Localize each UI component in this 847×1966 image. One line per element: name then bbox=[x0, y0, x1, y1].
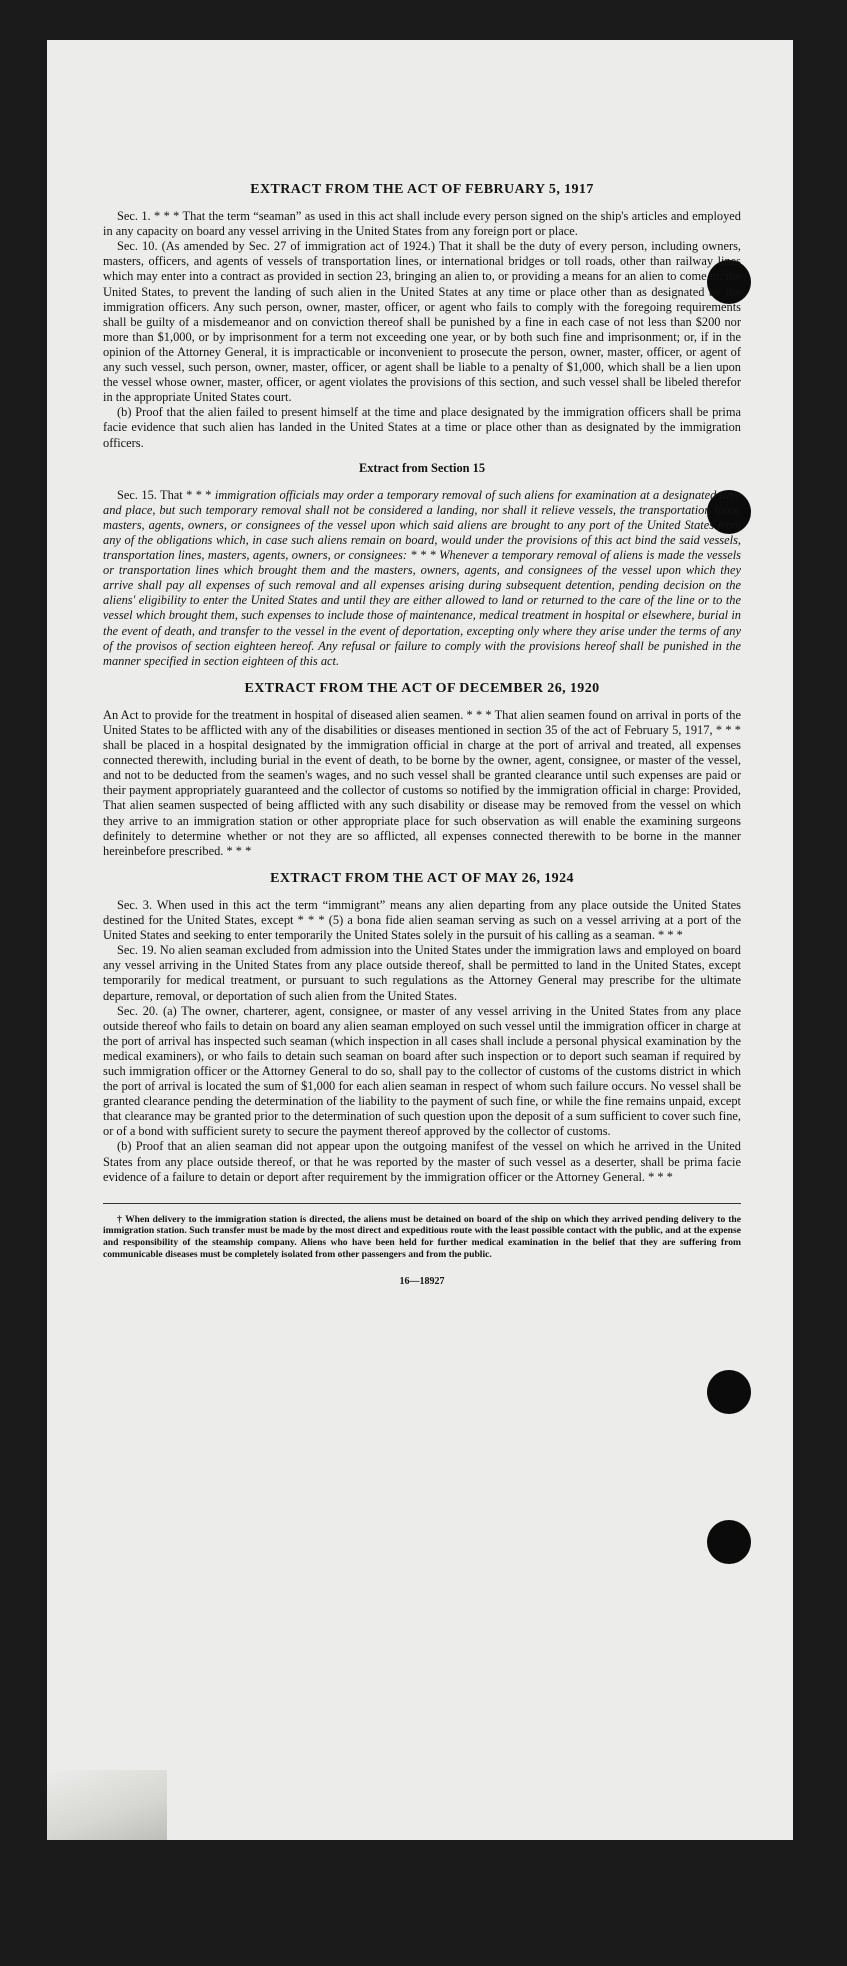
punch-hole bbox=[707, 1520, 751, 1564]
paragraph-sec-20-b: (b) Proof that an alien seaman did not appear upon the outgoing manifest of the vessel on which he arrived in the United States from any place outside thereof, or that he was reported by the master of such vessel as a deserter, shall be prima facie evidence of a failure to detain or deport after requirement by the immigration officer or the Attorney General. * * * bbox=[103, 1139, 741, 1184]
paragraph-sec-10: Sec. 10. (As amended by Sec. 27 of immigration act of 1924.) That it shall be the duty of every person, including owners, masters, officers, and agents of vessels of transportation lines, or international bridges or toll roads, other than railway lines which may enter into a contract as provided in section 23, bringing an alien to, or providing a means for an alien to come to, the United States, to prevent the landing of such alien in the United States at any time or place other than as designated by the immigration officers. Any such person, owner, master, officer, or agent who fails to comply with the foregoing requirements shall be guilty of a misdemeanor and on conviction thereof shall be punished by a fine in each case of not less than $200 nor more than $1,000, or by imprisonment for a term not exceeding one year, or by both such fine and imprisonment; or, if in the opinion of the Attorney General, it is impracticable or inconvenient to prosecute the person, owner, master, officer, or agent of any such vessel, such person, owner, master, officer, or agent shall be liable to a penalty of $1,000, which shall be a lien upon the vessel whose owner, master, officer, or agent violates the provisions of this section, and such vessel shall be libeled therefor in the appropriate United States court. bbox=[103, 239, 741, 405]
paragraph-sec-10-b: (b) Proof that the alien failed to present himself at the time and place designated by the immigration officers shall be prima facie evidence that such alien has landed in the United States at a time or place other than as designated by the immigration officers. bbox=[103, 405, 741, 450]
heading-act-1917: EXTRACT FROM THE ACT OF FEBRUARY 5, 1917 bbox=[250, 182, 594, 197]
paragraph-act-1920: An Act to provide for the treatment in hospital of diseased alien seamen. * * * That alien seamen found on arrival in ports of the United States to be afflicted with any of the disabilities or diseases mentioned in section 35 of the act of February 5, 1917, * * * shall be placed in a hospital designated by the immigration official in charge at the port of arrival and treated, all expenses connected therewith, including burial in the event of death, to be borne by the owner, agent, consignee, or master of the vessel, and not to be deducted from the seamen's wages, and no such vessel shall be granted clearance until such expenses are paid or their payment appropriately guaranteed and the collector of customs so notified by the immigration official in charge: Provided, That alien seamen suspected of being afflicted with any such disability or disease may be removed from the vessel on which they arrive to an immigration station or other appropriate place for such observation as will enable the examining surgeons definitely to determine whether or not they are so afflicted, all expenses connected therewith to be borne in the manner hereinbefore prescribed. * * * bbox=[103, 707, 741, 858]
footnote: † When delivery to the immigration station is directed, the aliens must be detained on board of the ship on which they arrived pending delivery to the immigration station. Such transfer must be made by the most direct and expeditious route with the least possible contact with the public, and at the expense and responsibility of the steamship company. Aliens who have been held for further medical examination in the belief that they are suffering from communicable diseases must be completely isolated from other passengers and from the public. bbox=[103, 1213, 741, 1260]
paragraph-sec-20-a: Sec. 20. (a) The owner, charterer, agent, consignee, or master of any vessel arriving in the United States from any place outside thereof who fails to detain on board any alien seaman employed on such vessel until the immigration officer in charge at the port of arrival has inspected such seaman (which inspection in all cases shall include a personal physical examination by the medical examiners), or who fails to detain such seaman on board after such inspection or to deport such seaman if required by such immigration officer or the Attorney General to do so, shall pay to the collector of customs of the customs district in which the port of arrival is located the sum of $1,000 for each alien seaman in respect of whom such failure occurs. No vessel shall be granted clearance pending the determination of the liability to the payment of such fine, or while the fine remains unpaid, except that clearance may be granted prior to the determination of such question upon the deposit of a sum sufficient to cover such fine, or of a bond with sufficient surety to secure the payment thereof approved by the collector of customs. bbox=[103, 1003, 741, 1139]
paragraph-sec-15 bbox=[103, 488, 741, 669]
sec-15-lead: Sec. 15. That * * * bbox=[117, 487, 215, 502]
heading-act-1920: EXTRACT FROM THE ACT OF DECEMBER 26, 1920 bbox=[244, 680, 600, 696]
paragraph-sec-19: Sec. 19. No alien seaman excluded from admission into the United States under the immigration laws and employed on board any vessel arriving in the United States from any place outside thereof, shall be permitted to land in the United States, except temporarily for medical treatment, or pursuant to such regulations as the Attorney General may prescribe for the ultimate departure, removal, or deportation of such alien from the United States. bbox=[103, 943, 741, 1003]
form-number: 16—18927 bbox=[399, 1276, 445, 1288]
heading-act-1924: EXTRACT FROM THE ACT OF MAY 26, 1924 bbox=[270, 870, 574, 886]
paragraph-sec-1: Sec. 1. * * * That the term “seaman” as used in this act shall include every person signed on the ship's articles and employed in any capacity on board any vessel arriving in the United States from any foreign port or place. bbox=[103, 209, 741, 239]
footnote-divider bbox=[103, 1203, 741, 1204]
sec-15-italic-text: immigration officials may order a temporary removal of such aliens for examination at a designated time and place, but such temporary removal shall not be considered a landing, nor shall it relieve vessels, the transportation lines, masters, agents, owners, or consignees of the vessel upon which said aliens are brought to any port of the United States from any of the obligations which, in case such aliens remain on board, would under the provisions of this act bind the said vessels, transportation lines, masters, agents, owners, or consignees: * * * Whenever a temporary removal of aliens is made the vessels or transportation lines which brought them and the masters, owners, agents, and consignees of the vessel upon which they arrive shall pay all expenses of such removal and all expenses arising during subsequent detention, pending decision on the aliens' eligibility to enter the United States and until they are either allowed to land or returned to the care of the line or to the vessel which brought them, such expenses to include those of maintenance, medical treatment in hospital or elsewhere, burial in the event of death, and transfer to the vessel in the event of deportation, excepting only where they arise under the terms of any of the provisos of section eighteen hereof. Any refusal or failure to comply with the provisions hereof shall be punished in the manner specified in section eighteen of this act. bbox=[103, 487, 741, 668]
punch-hole bbox=[707, 1370, 751, 1414]
document-page bbox=[47, 40, 793, 1840]
heading-section-15: Extract from Section 15 bbox=[358, 460, 486, 475]
paragraph-sec-3: Sec. 3. When used in this act the term “immigrant” means any alien departing from any place outside the United States destined for the United States, except * * * (5) a bona fide alien seaman serving as such on a vessel arriving at a port of the United States and seeking to enter temporarily the United States solely in the pursuit of his calling as a seaman. * * * bbox=[103, 897, 741, 943]
folded-corner bbox=[47, 1770, 167, 1840]
document-body bbox=[103, 182, 741, 1289]
